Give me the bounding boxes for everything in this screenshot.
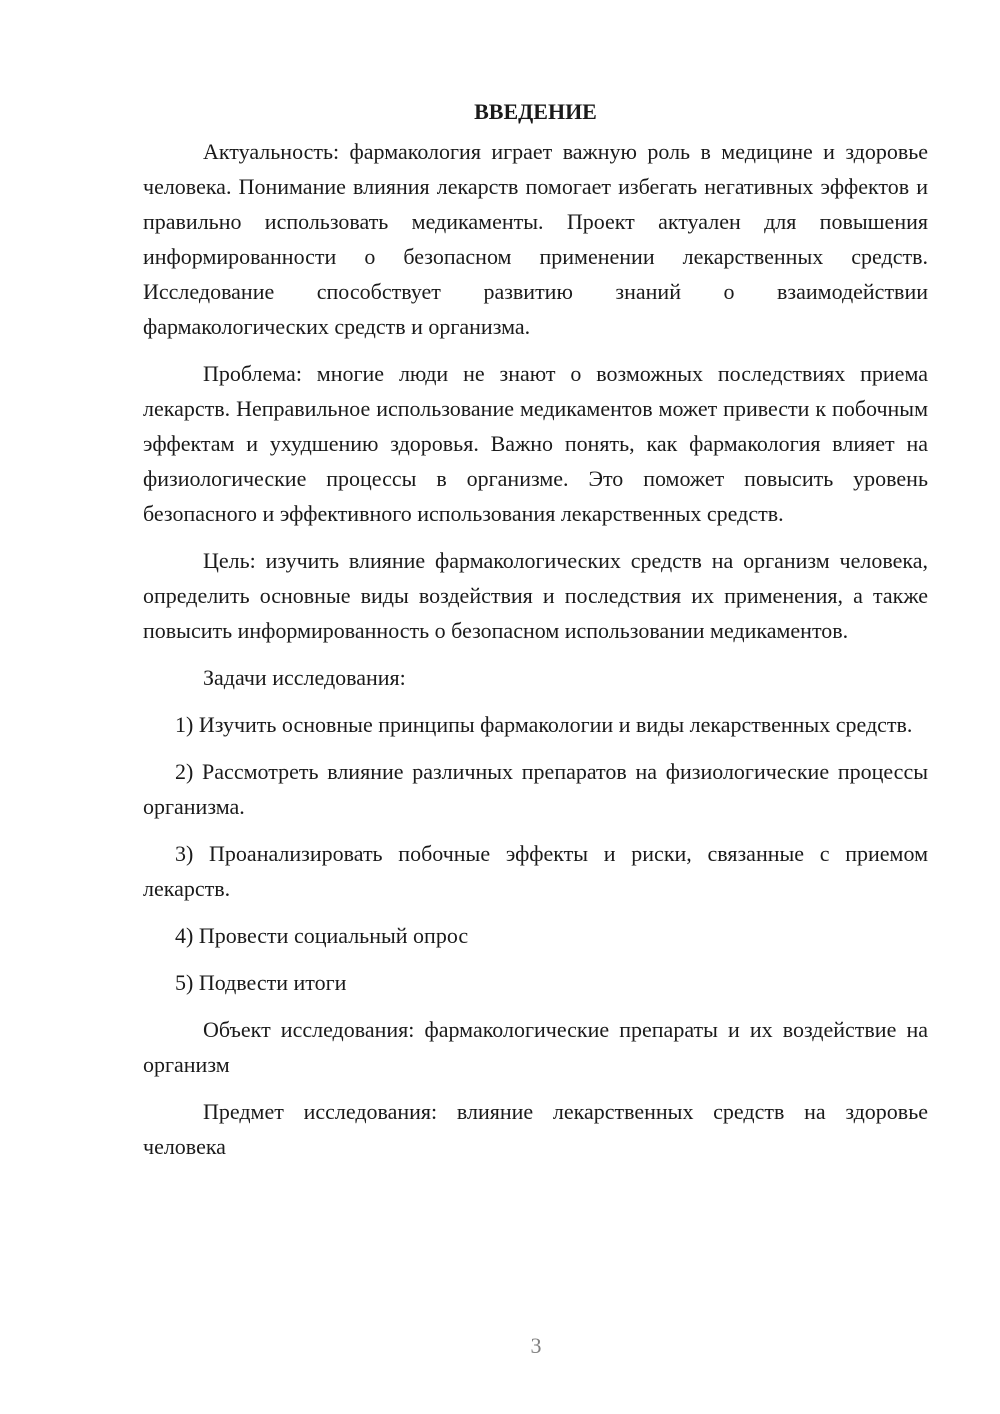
document-page [143,94,928,1176]
goal-paragraph: Цель: изучить влияние фармакологических средств на организм человека, определить основные виды воздействия и последствия их применения, а также повысить информированность о безопасном использовании медикаментов. [143,548,928,643]
object-paragraph: Объект исследования: фармакологические препараты и их воздействие на организм [143,1017,928,1077]
task-item-3: 3) Проанализировать побочные эффекты и риски, связанные с приемом лекарств. [143,841,928,901]
page-number: 3 [530,1333,542,1358]
task-item-1: 1) Изучить основные принципы фармакологии и виды лекарственных средств. [175,712,913,737]
task-item-2: 2) Рассмотреть влияние различных препаратов на физиологические процессы организма. [143,759,928,819]
relevance-paragraph: Актуальность: фармакология играет важную роль в медицине и здоровье человека. Понимание влияния лекарств помогает избегать негативных эффектов и правильно использовать медикаменты. Проект актуален для повышения информированности о безопасном применении лекарственных средств. Исследование способствует развитию знаний о взаимодействии фармакологических средств и организма. [143,139,928,339]
task-item-5: 5) Подвести итоги [175,970,347,995]
task-item-4: 4) Провести социальный опрос [175,923,469,948]
page-title: ВВЕДЕНИЕ [474,99,597,124]
subject-paragraph: Предмет исследования: влияние лекарственных средств на здоровье человека [143,1099,928,1159]
tasks-heading: Задачи исследования: [203,665,406,690]
problem-paragraph: Проблема: многие люди не знают о возможных последствиях приема лекарств. Неправильное использование медикаментов может привести к побочным эффектам и ухудшению здоровья. Важно понять, как фармакология влияет на физиологические процессы в организме. Это поможет повысить уровень безопасного и эффективного использования лекарственных средств. [143,361,928,526]
